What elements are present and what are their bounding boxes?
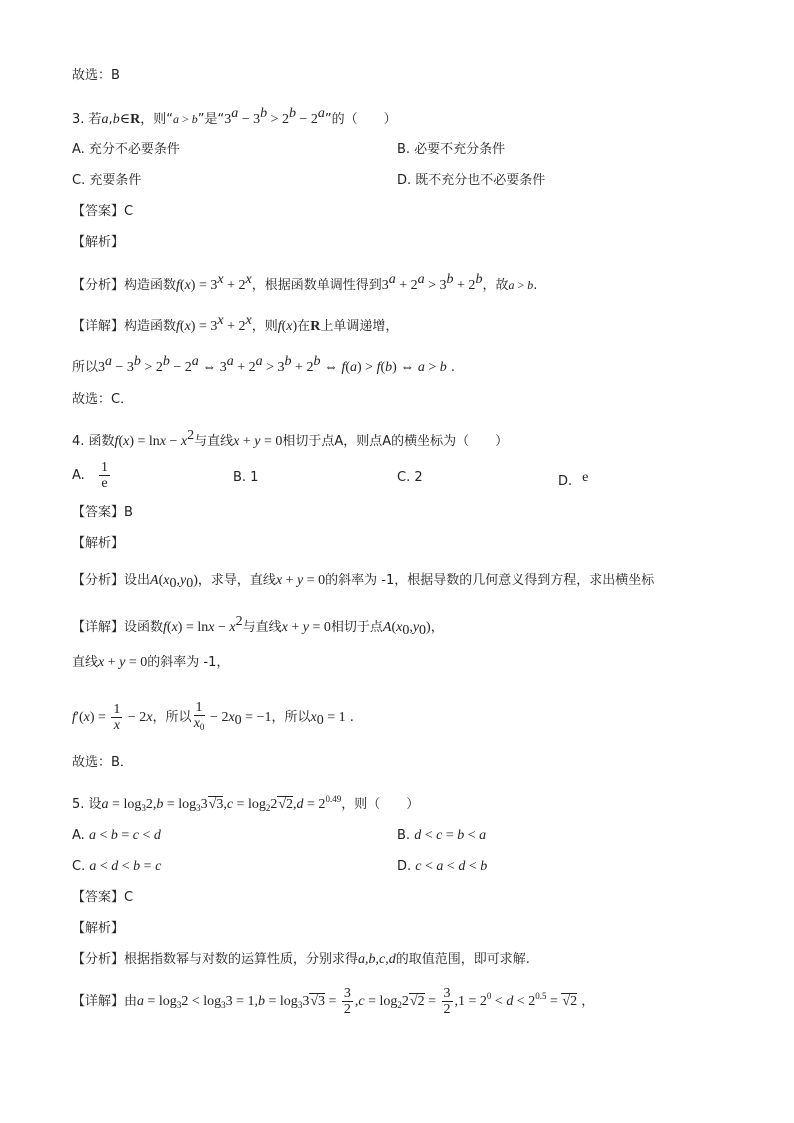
analysis-3: 【分析】构造函数$f(x) = 3^x + 2^x$，根据函数单调性得到$3^a + 2^a > 3^b + 2^b$，故a > b. — [72, 272, 538, 293]
q3-option-d: D. 既不充分也不必要条件 — [397, 173, 546, 188]
q4-option-c: C. 2 — [397, 470, 423, 485]
detail-3-conclusion: 所以$3^a - 3^b > 2^b - 2^a$ ⇔ $3^a + 2^a > 3^b + 2^b$ ⇔ f(a) > f(b) ⇔ a > b . — [72, 354, 455, 375]
answer-5: 【答案】C — [72, 890, 134, 905]
analysis-heading-3: 【解析】 — [72, 235, 125, 250]
answer-4: 【答案】B — [72, 505, 133, 520]
q5-option-d: D. c < a < d < b — [397, 859, 488, 874]
detail-4: 【详解】设函数$f(x) = \ln x - x^2$与直线x + y = 0相切于点$A(x_0,y_0)$， — [72, 614, 444, 638]
analysis-5: 【分析】根据指数幂与对数的运算性质，分别求得a,b,c,d的取值范围，即可求解. — [72, 952, 530, 967]
question-5: 5. 设$a = \log_32,b = \log_33√3,c = \log_22√2,d = 2^{0.49}$，则（ ） — [72, 794, 420, 813]
detail-4-derivative: f′(x) = $\frac{1}{x}$ − 2x，所以 $\frac{1}{x_0}$ − $2x_0 = -1$，所以$x_0 = 1$ . — [72, 700, 354, 733]
analysis-4: 【分析】设出$A(x_0,y_0)$，求导，直线x + y = 0的斜率为 -1，根据导数的几何意义得到方程，求出横坐标 — [72, 573, 655, 591]
detail-3: 【详解】构造函数$f(x) = 3^x + 2^x$，则f(x)在R上单调递增， — [72, 313, 399, 334]
q4-option-b: B. 1 — [233, 470, 259, 485]
q3-option-b: B. 必要不充分条件 — [397, 142, 506, 157]
answer-3: 【答案】C — [72, 204, 134, 219]
analysis-heading-5: 【解析】 — [72, 921, 125, 936]
q4-option-d: D. e — [558, 470, 589, 489]
detail-4-slope: 直线x + y = 0的斜率为 -1， — [72, 655, 230, 670]
detail-5: 【详解】由$a = \log_32 < \log_33 = 1,b = \log_33√3$ = $\frac{3}{2}$ $,c = \log_22√2$ = $\frac{3}{2}$ $,1 = 2^0 < d < 2^{0.5} = √2$ ， — [72, 986, 595, 1017]
q4-option-a: A. $\frac{1}{e}$ — [72, 460, 108, 491]
q3-option-a: A. 充分不必要条件 — [72, 142, 180, 157]
q5-option-b: B. d < c = b < a — [397, 828, 487, 843]
q5-option-c: C. a < d < b = c — [72, 859, 162, 874]
answer-choice-3: 故选：C． — [72, 392, 134, 407]
q3-option-c: C. 充要条件 — [72, 173, 142, 188]
analysis-heading-4: 【解析】 — [72, 536, 125, 551]
answer-choice-4: 故选：B． — [72, 755, 133, 770]
q5-option-a: A. a < b = c < d — [72, 828, 161, 843]
answer-choice-line: 故选：B — [72, 68, 120, 83]
question-4: 4. 函数$f(x) = \ln x - x^2$与直线x + y = 0相切于点A，则点A的横坐标为（ ） — [72, 428, 509, 449]
question-3: 3. 若a,b∈R，则“a > b”是“$3^a - 3^b > 2^b - 2^a$”的（ ） — [72, 106, 397, 127]
